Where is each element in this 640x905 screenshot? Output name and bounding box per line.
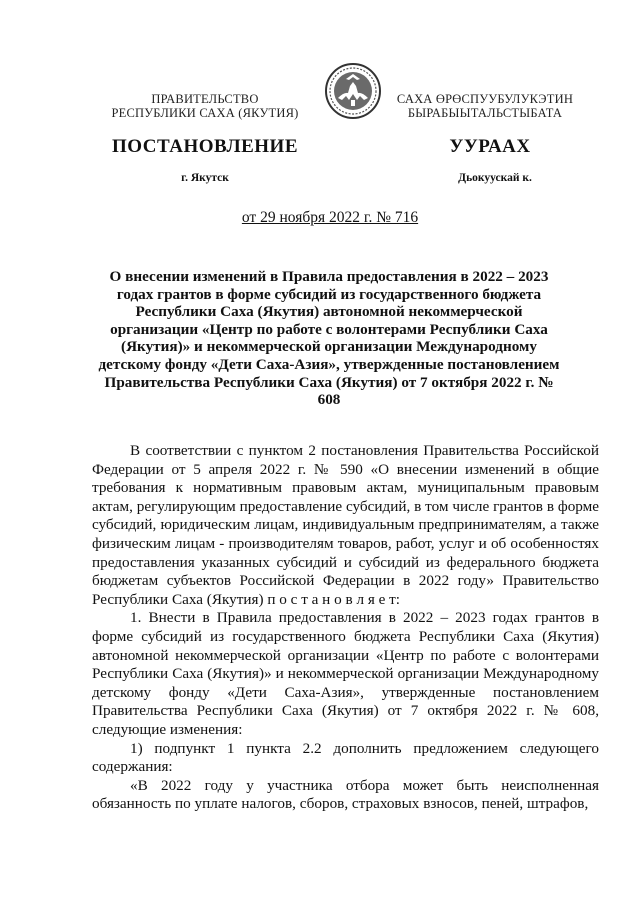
doc-type-sakha: УУРААХ xyxy=(449,136,531,157)
issuer-russian xyxy=(105,92,305,120)
issuer-sakha-line1: САХА ӨРӨСПУУБУЛУКЭТИН xyxy=(396,92,574,106)
decree-body xyxy=(92,442,599,814)
decree-subject: О внесении изменений в Правила предоставления в 2022 – 2023 годах грантов в форме субсидий из государственного бюджета Республики Саха (Якутия) автономной некоммерческой организации «Центр по работе с волонтерами Республики Саха (Якутия)» и некоммерческой организации Международному детскому фонду «Дети Саха-Азия», утвержденные постановлением Правительства Республики Саха (Якутия) от 7 октября 2022 г. № 608 xyxy=(98,268,560,409)
issuer-sakha xyxy=(385,92,585,120)
paragraph-quote: «В 2022 году у участника отбора может быть неисполненная обязанность по уплате налогов, сборов, страховых взносов, пеней, штрафов, xyxy=(92,776,599,813)
city-russian: г. Якутск xyxy=(181,172,229,184)
coat-of-arms-icon xyxy=(324,62,382,120)
issuer-russian-line2: РЕСПУБЛИКИ САХА (ЯКУТИЯ) xyxy=(111,106,299,120)
issuer-sakha-line2: БЫРАБЫЫТАЛЬСТЫБАТА xyxy=(407,106,563,120)
paragraph-item-1: 1. Внести в Правила предоставления в 2022 – 2023 годах грантов в форме субсидий из государственного бюджета Республики Саха (Якутия) автономной некоммерческой организации «Центр по работе с волонтерами Республики Саха (Якутия)» и некоммерческой организации Международному детскому фонду «Дети Саха-Азия», утвержденные постановлением Правительства Республики Саха (Якутия) от 7 октября 2022 г. № 608, следующие изменения: xyxy=(92,609,599,738)
issuer-russian-line1: ПРАВИТЕЛЬСТВО xyxy=(151,92,259,106)
paragraph-preamble: В соответствии с пунктом 2 постановления Правительства Российской Федерации от 5 апреля 2022 г. № 590 «О внесении изменений в общие требования к нормативным правовым актам, муниципальным правовым актам, регулирующим предоставление субсидий, в том числе грантов в форме субсидий, юридическим лицам, индивидуальным предпринимателям, а также физическим лицам - производителям товаров, работ, услуг и об особенностях предоставления указанных субсидий и субсидий из федерального бюджета бюджетам субъектов Российской Федерации в 2022 году» Правительство Республики Саха (Якутия) п о с т а н о в л я е т: xyxy=(92,442,599,608)
doc-type-russian: ПОСТАНОВЛЕНИЕ xyxy=(111,136,299,157)
paragraph-subitem-1: 1) подпункт 1 пункта 2.2 дополнить предложением следующего содержания: xyxy=(92,739,599,776)
city-sakha: Дьокуускай к. xyxy=(458,172,532,184)
date-and-number: от 29 ноября 2022 г. № 716 xyxy=(241,209,419,226)
